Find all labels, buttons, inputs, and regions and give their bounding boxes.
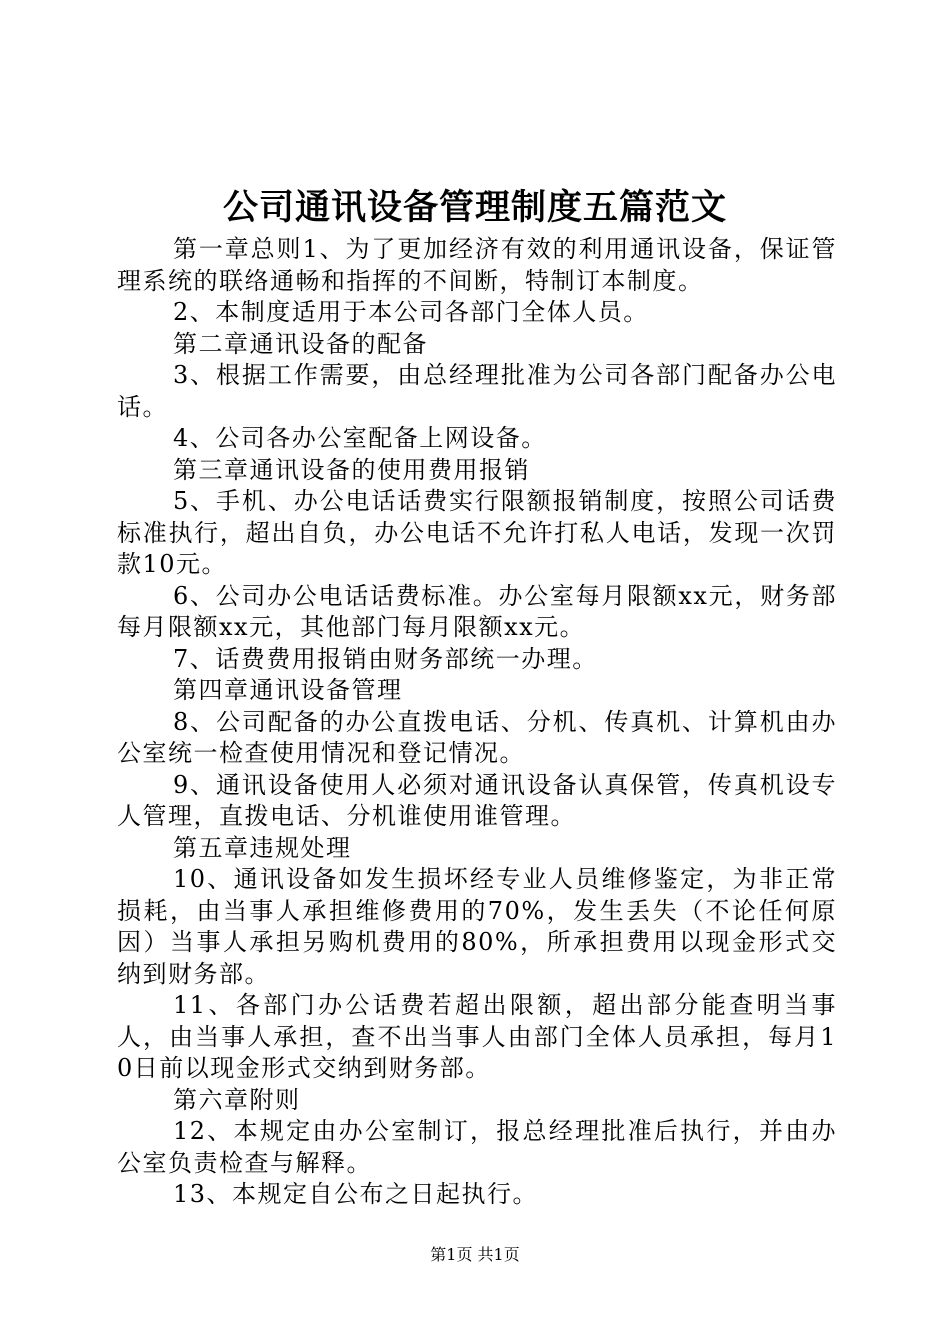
heading-chapter-5: 第五章违规处理 (173, 833, 352, 862)
heading-chapter-4: 第四章通讯设备管理 (173, 676, 403, 704)
paragraph-article-4: 4、公司各办公室配备上网设备。 (173, 424, 547, 452)
paragraph-article-9: 9、通讯设备使用人必须对通讯设备认真保管，传真机设专人管理，直拨电话、分机谁使用谁管理。 (117, 770, 837, 830)
heading-chapter-2: 第二章通讯设备的配备 (173, 329, 428, 358)
paragraph-article-6: 6、公司办公电话话费标准。办公室每月限额xx元，财务部每月限额xx元，其他部门每月限额xx元。 (117, 581, 837, 641)
paragraph-article-13: 13、本规定自公布之日起执行。 (173, 1180, 539, 1208)
paragraph-article-3: 3、根据工作需要，由总经理批准为公司各部门配备办公电话。 (117, 361, 837, 421)
paragraph-article-11: 11、各部门办公话费若超出限额，超出部分能查明当事人，由当事人承担，查不出当事人由部门全体人员承担，每月10日前以现金形式交纳到财务部。 (117, 991, 837, 1082)
paragraph-article-2: 2、本制度适用于本公司各部门全体人员。 (173, 298, 649, 326)
heading-chapter-6: 第六章附则 (173, 1085, 301, 1114)
page-footer: 第1页 共1页 (430, 1245, 520, 1264)
paragraph-article-12: 12、本规定由办公室制订，报总经理批准后执行，并由办公室负责检查与解释。 (117, 1117, 837, 1177)
document-body (117, 234, 837, 1211)
heading-chapter-3: 第三章通讯设备的使用费用报销 (173, 455, 530, 484)
document-title: 公司通讯设备管理制度五篇范文 (222, 187, 727, 228)
paragraph-article-5: 5、手机、办公电话话费实行限额报销制度，按照公司话费标准执行，超出自负，办公电话不允许打私人电话，发现一次罚款10元。 (117, 487, 837, 578)
paragraph-article-7: 7、话费费用报销由财务部统一办理。 (173, 644, 598, 673)
paragraph-article-10: 10、通讯设备如发生损坏经专业人员维修鉴定，为非正常损耗，由当事人承担维修费用的70%，发生丢失（不论任何原因）当事人承担另购机费用的80%，所承担费用以现金形式交纳到财务部。 (117, 865, 837, 988)
paragraph-chapter-1: 第一章总则1、为了更加经济有效的利用通讯设备，保证管理系统的联络通畅和指挥的不间断，特制订本制度。 (117, 235, 837, 295)
paragraph-article-8: 8、公司配备的办公直拨电话、分机、传真机、计算机由办公室统一检查使用情况和登记情况。 (117, 707, 837, 767)
